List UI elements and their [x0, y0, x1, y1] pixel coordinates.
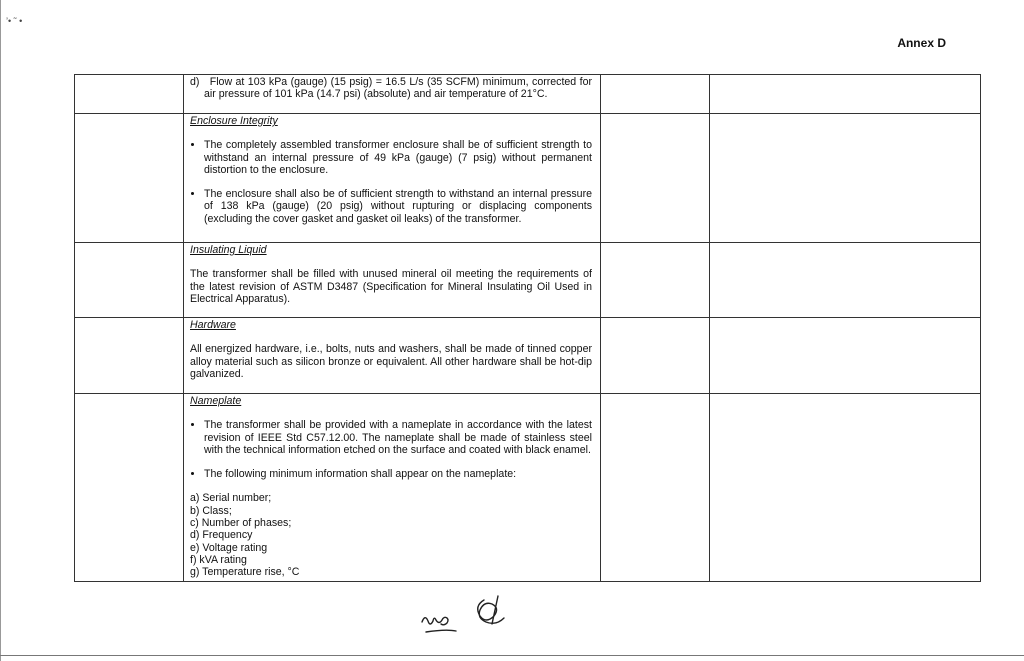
- list-item: • The transformer shall be provided with a nameplate in accordance with the latest revision of IEEE Std C57.12.00. The nameplate shall be made of stainless steel with the technical information etched on the surface and coated with black enamel.: [204, 419, 592, 456]
- scan-bottom-edge: [0, 655, 1024, 656]
- table-row: [75, 243, 981, 318]
- requirement-cell: [184, 243, 601, 318]
- list-item: a) Serial number;: [190, 492, 272, 505]
- list-item: • The enclosure shall also be of sufficient strength to withstand an internal pressure of 138 kPa (gauge) (20 psig) without rupturing or displacing components (excluding the cover gasket and gasket oil leaks) of the transformer.: [204, 188, 592, 225]
- remarks-cell: [710, 75, 981, 114]
- compliance-cell: [601, 75, 710, 114]
- section-heading: Enclosure Integrity: [190, 115, 278, 127]
- list-item: c) Number of phases;: [190, 517, 292, 530]
- section-heading: Insulating Liquid: [190, 244, 267, 256]
- compliance-cell: [601, 114, 710, 243]
- clause-cell: [75, 394, 184, 582]
- remarks-cell: [710, 318, 981, 394]
- bullet-list: [190, 419, 592, 480]
- table-row: [75, 75, 981, 114]
- list-item: d) Frequency: [190, 529, 253, 542]
- clause-cell: [75, 243, 184, 318]
- list-item: e) Voltage rating: [190, 541, 268, 554]
- scan-corner-mark: ’• ˜ •: [6, 16, 23, 26]
- requirement-cell: [184, 75, 601, 114]
- table-row: [75, 394, 981, 582]
- list-item: • The following minimum information shall appear on the nameplate:: [204, 468, 592, 480]
- list-item: g) Temperature rise, °C: [190, 566, 300, 579]
- clause-cell: [75, 114, 184, 243]
- nameplate-info-list: [190, 492, 592, 578]
- section-heading: Nameplate: [190, 395, 242, 407]
- bullet-list: [190, 139, 592, 225]
- clause-cell: [75, 318, 184, 394]
- list-item: b) Class;: [190, 504, 232, 517]
- list-item: f) kVA rating: [190, 553, 247, 566]
- specification-table: [74, 74, 981, 582]
- handwritten-initials-signature: [418, 592, 528, 640]
- requirement-cell: [184, 114, 601, 243]
- compliance-cell: [601, 243, 710, 318]
- table-row: [75, 114, 981, 243]
- remarks-cell: [710, 243, 981, 318]
- clause-cell: [75, 75, 184, 114]
- annex-label: Annex D: [897, 36, 946, 50]
- compliance-cell: [601, 394, 710, 582]
- compliance-cell: [601, 318, 710, 394]
- paragraph: All energized hardware, i.e., bolts, nuts and washers, shall be made of tinned copper alloy material such as silicon bronze or equivalent. All other hardware shall be hot-dip galvanized.: [190, 343, 592, 380]
- paragraph: The transformer shall be filled with unused mineral oil meeting the requirements of the latest revision of ASTM D3487 (Specification for Mineral Insulating Oil Used in Electrical Apparatus).: [190, 268, 592, 305]
- table-row: [75, 318, 981, 394]
- flow-item: d) Flow at 103 kPa (gauge) (15 psig) = 16.5 L/s (35 SCFM) minimum, corrected for air pressure of 101 kPa (14.7 psi) (absolute) and air temperature of 21°C.: [190, 76, 592, 101]
- list-item: • The completely assembled transformer enclosure shall be of sufficient strength to withstand an internal pressure of 49 kPa (gauge) (7 psig) without permanent distortion to the enclosure.: [204, 139, 592, 176]
- requirement-cell: [184, 318, 601, 394]
- scan-left-edge: [0, 0, 1, 661]
- remarks-cell: [710, 394, 981, 582]
- section-heading: Hardware: [190, 319, 236, 331]
- requirement-cell: [184, 394, 601, 582]
- remarks-cell: [710, 114, 981, 243]
